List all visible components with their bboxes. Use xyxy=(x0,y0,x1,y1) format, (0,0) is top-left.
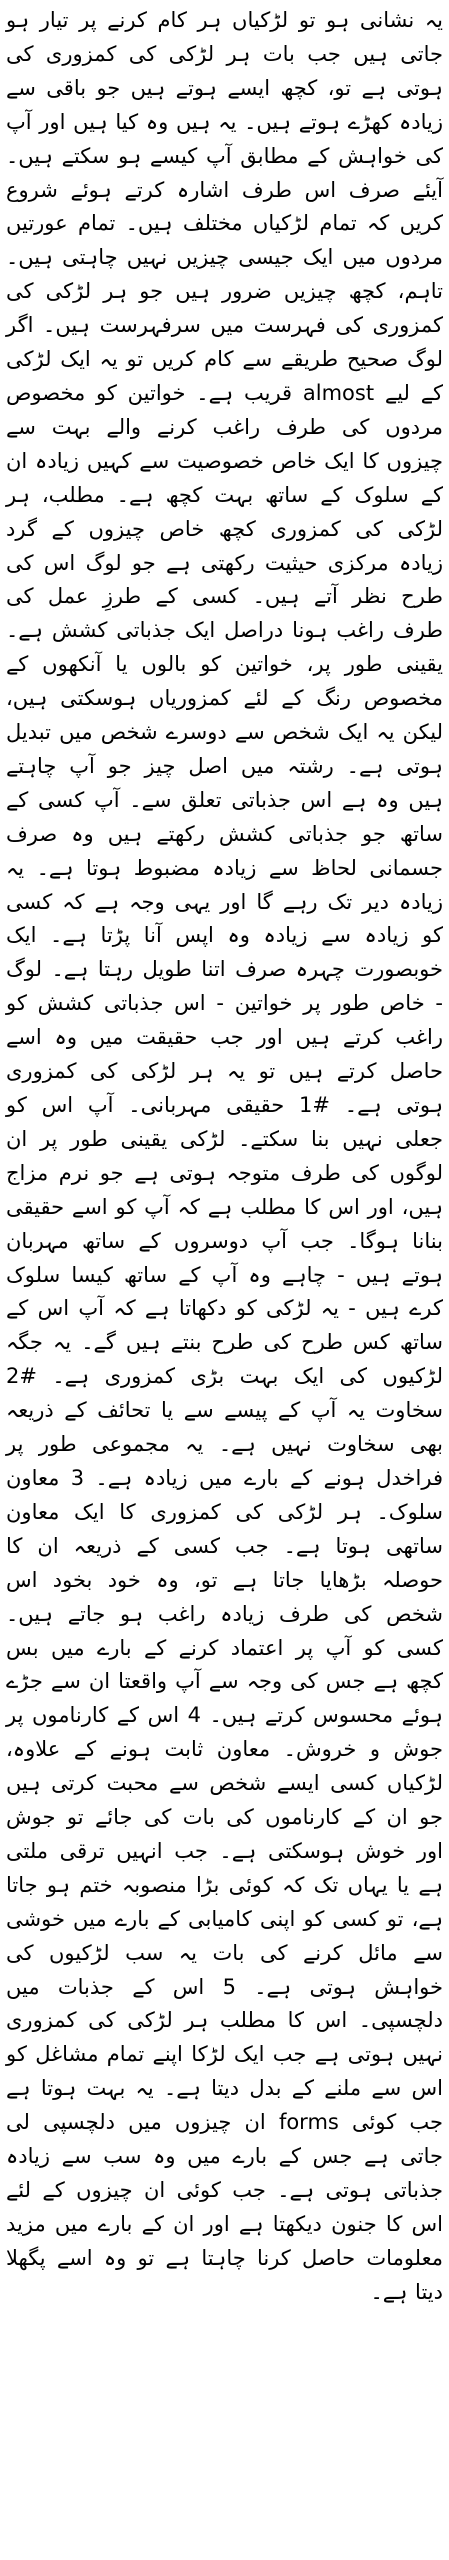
article-body-text: یہ نشانی ہو تو لڑکیاں ہر کام کرنے پر تیار ہو جاتی ہیں جب بات ہر لڑکی کی کمزوری کی ہوتی ہے تو، کچھ ایسے ہوتے ہیں جو باقی سے زیادہ کھڑے ہوتے ہیں۔ یہ ہیں وہ کیا ہیں اور آپ کی خواہش کے مطابق آپ کیسے ہو سکتے ہیں۔ آیئے صرف اس طرف اشارہ کرتے ہوئے شروع کریں کہ تمام لڑکیاں مختلف ہیں۔ تمام عورتیں مردوں میں ایک جیسی چیزیں نہیں چاہتی ہیں۔ تاہم، کچھ چیزیں ضرور ہیں جو ہر لڑکی کی کمزوری کی فہرست میں سرفہرست ہیں۔ اگر لوگ صحیح طریقے سے کام کریں تو یہ ایک لڑکی کے لیے almost قریب ہے۔ خواتین کو مخصوص مردوں کی طرف راغب کرنے والے بہت سے چیزوں کا ایک خاص خصوصیت سے کہیں زیادہ ان کے سلوک کے ساتھ بہت کچھ ہے۔ مطلب، ہر لڑکی کی کمزوری کچھ خاص چیزوں کے گرد زیادہ مرکزی حیثیت رکھتی ہے جو لوگ اس کی طرح نظر آتے ہیں۔ کسی کے طرزِ عمل کی طرف راغب ہونا دراصل ایک جذباتی کشش ہے۔ یقینی طور پر، خواتین کو بالوں یا آنکھوں کے مخصوص رنگ کے لئے کمزوریاں ہوسکتی ہیں، لیکن یہ ایک شخص سے دوسرے شخص میں تبدیل ہوتی ہے۔ رشتہ میں اصل چیز جو آپ چاہتے ہیں وہ ہے اس جذباتی تعلق سے۔ آپ کسی کے ساتھ جو جذباتی کشش رکھتے ہیں وہ صرف جسمانی لحاظ سے زیادہ مضبوط ہوتا ہے۔ یہ زیادہ دیر تک رہے گا اور یہی وجہ ہے کہ کسی کو زیادہ سے زیادہ وہ اپس آنا پڑتا ہے۔ ایک خوبصورت چہرہ صرف اتنا طویل رہتا ہے۔ لوگ - خاص طور پر خواتین - اس جذباتی کشش کو راغب کرتے ہیں اور جب حقیقت میں وہ اسے حاصل کرتے ہیں تو یہ ہر لڑکی کی کمزوری ہوتی ہے۔ #1 حقیقی مہربانی۔ آپ اس کو جعلی نہیں بنا سکتے۔ لڑکی یقینی طور پر ان لوگوں کی طرف متوجہ ہوتی ہے جو نرم مزاج ہیں، اور اس کا مطلب ہے کہ آپ کو اسے حقیقی بنانا ہوگا۔ جب آپ دوسروں کے ساتھ مہربان ہوتے ہیں - چاہے وہ آپ کے ساتھ کیسا سلوک کرے ہیں - یہ لڑکی کو دکھاتا ہے کہ آپ اس کے ساتھ کس طرح کی طرح بنتے ہیں گے۔ یہ جگہ لڑکیوں کی ایک بہت بڑی کمزوری ہے۔ #2 سخاوت یہ آپ کے پیسے سے یا تحائف کے ذریعہ بھی سخاوت نہیں ہے۔ یہ مجموعی طور پر فراخدل ہونے کے بارے میں زیادہ ہے۔ 3 معاون سلوک۔ ہر لڑکی کی کمزوری کا ایک معاون ساتھی ہوتا ہے۔ جب کسی کے ذریعہ ان کا حوصلہ بڑھایا جاتا ہے تو، وہ خود بخود اس شخص کی طرف زیادہ راغب ہو جاتے ہیں۔ کسی کو آپ پر اعتماد کرنے کے بارے میں بس کچھ ہے جس کی وجہ سے آپ واقعتا ان سے جڑے ہوئے محسوس کرتے ہیں۔ 4 اس کے کارناموں پر جوش و خروش۔ معاون ثابت ہونے کے علاوہ، لڑکیاں کسی ایسے شخص سے محبت کرتی ہیں جو ان کے کارناموں کی بات کی جائے تو جوش اور خوش ہوسکتی ہے۔ جب انہیں ترقی ملتی ہے یا یہاں تک کہ کوئی بڑا منصوبہ ختم ہو جاتا ہے، تو کسی کو اپنی کامیابی کے بارے میں خوشی سے مائل کرنے کی بات یہ سب لڑکیوں کی خواہش ہوتی ہے۔ 5 اس کے جذبات میں دلچسپی۔ اس کا مطلب ہر لڑکی کی کمزوری نہیں ہوتی ہے جب ایک لڑکا اپنے تمام مشاغل کو اس سے ملنے کے بدل دیتا ہے۔ یہ بہت ہوتا ہے جب کوئی forms ان چیزوں میں دلچسپی لی جاتی ہے جس کے بارے میں وہ سب سے زیادہ جذباتی ہوتی ہے۔ جب کوئی ان چیزوں کے لئے اس کا جنون دیکھتا ہے اور ان کے بارے میں مزید معلومات حاصل کرنا چاہتا ہے تو وہ اسے پگھلا دیتا ہے۔ xyxy=(6,8,443,2304)
